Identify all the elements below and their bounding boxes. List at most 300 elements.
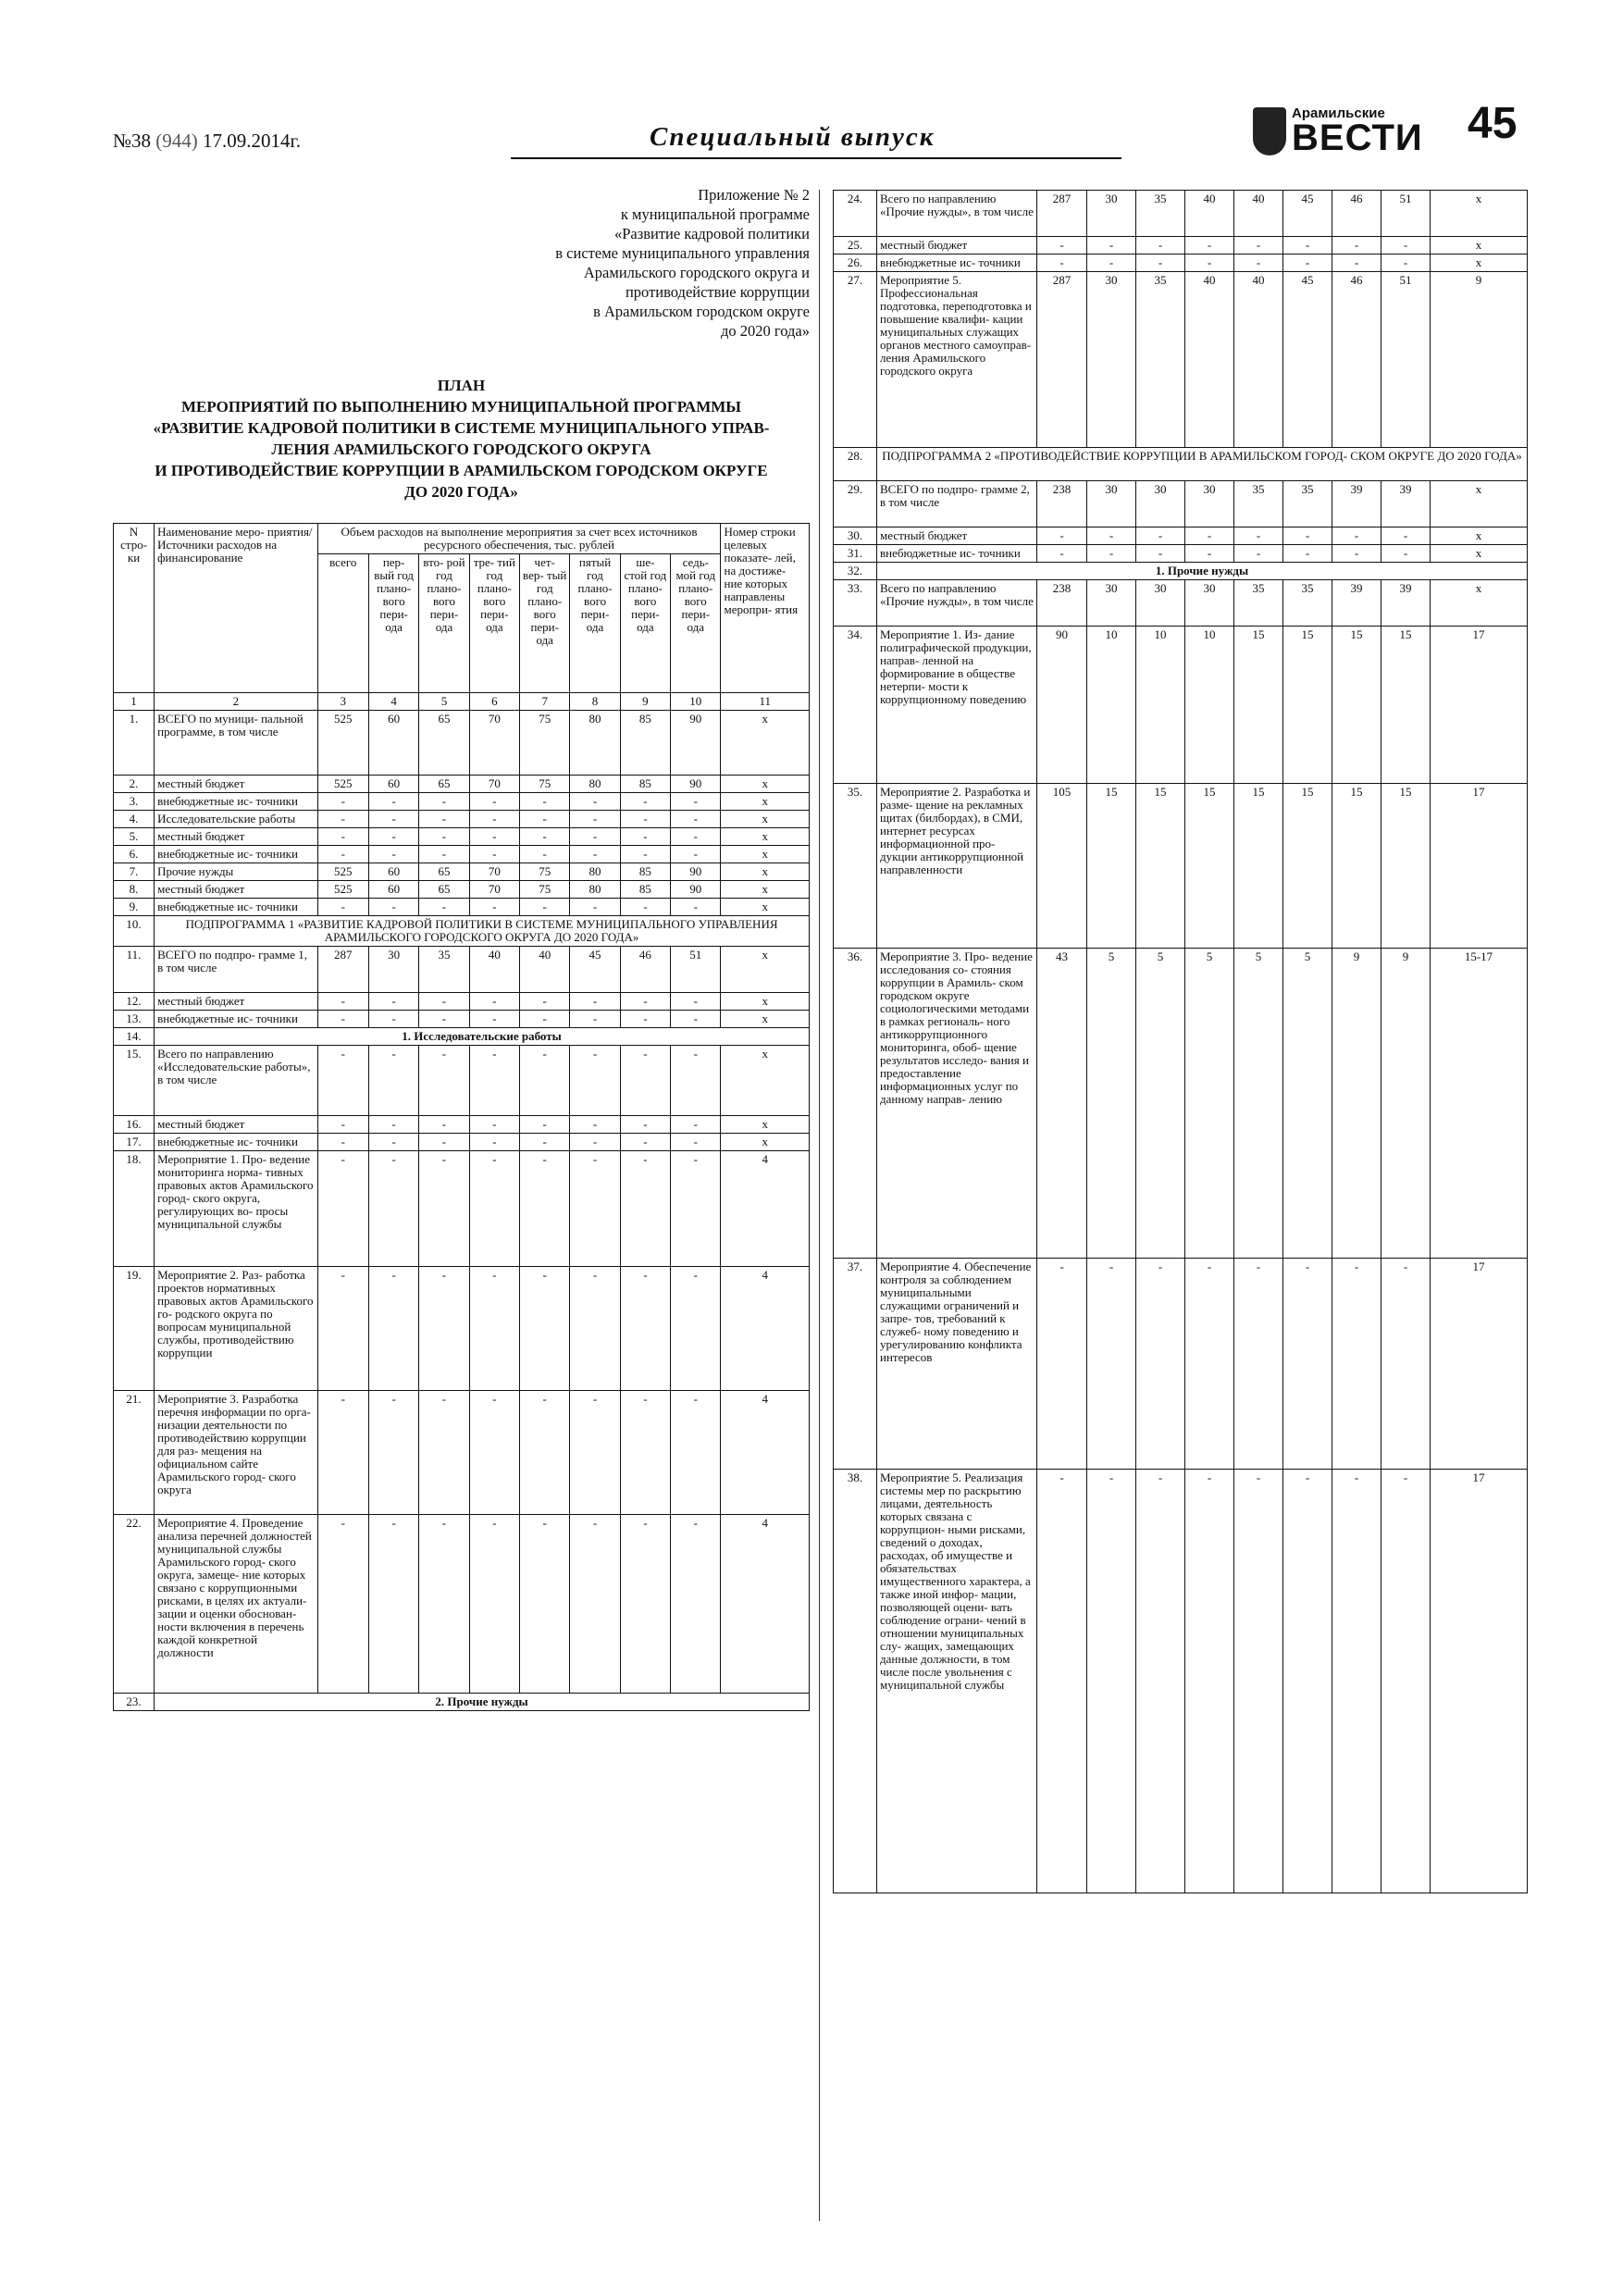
row-value: 70 <box>469 881 519 899</box>
row-value: 5 <box>1136 949 1185 1259</box>
row-name: Всего по направлению «Прочие нужды», в том числе <box>877 191 1037 237</box>
row-value: - <box>368 1515 418 1694</box>
appendix-note <box>463 185 810 341</box>
row-value: - <box>1381 254 1431 272</box>
table-row <box>834 272 1528 448</box>
row-value: 60 <box>368 863 418 881</box>
plan-title <box>113 375 810 503</box>
section-heading-cell: ПОДПРОГРАММА 1 «РАЗВИТИЕ КАДРОВОЙ ПОЛИТИКИ В СИСТЕМЕ МУНИЦИПАЛЬНОГО УПРАВЛЕНИЯ АРАМИЛЬСКОГО ГОРОДСКОГО ОКРУГА ДО 2020 ГОДА» <box>155 916 810 947</box>
row-name: местный бюджет <box>155 828 317 846</box>
row-value: - <box>671 993 721 1011</box>
table-row <box>114 1046 810 1116</box>
row-number: 19. <box>114 1267 155 1391</box>
row-value: - <box>1283 254 1332 272</box>
row-indicator: x <box>1431 191 1528 237</box>
row-indicator: x <box>721 899 810 916</box>
row-value: - <box>520 899 570 916</box>
row-value: - <box>570 993 620 1011</box>
row-indicator: 4 <box>721 1151 810 1267</box>
row-value: 51 <box>1381 272 1431 448</box>
row-value: - <box>570 1391 620 1515</box>
row-value: 10 <box>1087 627 1136 784</box>
issue-info <box>113 130 301 153</box>
row-value: 40 <box>469 947 519 993</box>
row-indicator: 4 <box>721 1515 810 1694</box>
row-value: - <box>1185 1470 1234 1893</box>
row-value: - <box>1381 1470 1431 1893</box>
plan-title-line: ПЛАН <box>437 377 486 394</box>
row-indicator: x <box>1431 527 1528 545</box>
table-row <box>114 846 810 863</box>
row-name: Мероприятие 3. Про- ведение исследования со- стояния коррупции в Арамиль- ском городском округе социологическими методами в рамках региональ- ного антикоррупционного мониторинга, обоб- щение результатов исследо- вания и предоставление информационных услуг по данному направ- лению <box>877 949 1037 1259</box>
row-indicator: x <box>1431 545 1528 563</box>
header-sub-cell: пер- вый год плано- вого пери- ода <box>368 554 418 693</box>
row-value: - <box>419 1011 469 1028</box>
appendix-line: «Развитие кадровой политики <box>613 225 810 242</box>
row-value: - <box>1283 545 1332 563</box>
row-indicator: x <box>721 711 810 776</box>
row-value: 238 <box>1037 580 1087 627</box>
row-value: - <box>620 993 670 1011</box>
row-value: 15 <box>1136 784 1185 949</box>
row-value: 9 <box>1332 949 1381 1259</box>
section-title: Специальный выпуск <box>650 122 935 152</box>
header-number-cell: 4 <box>368 693 418 711</box>
header-number-cell: 2 <box>155 693 317 711</box>
row-value: 80 <box>570 711 620 776</box>
row-value: 10 <box>1185 627 1234 784</box>
row-value: - <box>1234 1259 1283 1470</box>
row-number: 25. <box>834 237 877 254</box>
row-value: - <box>317 793 368 811</box>
row-number: 26. <box>834 254 877 272</box>
row-value: - <box>419 993 469 1011</box>
table-row <box>114 1515 810 1694</box>
row-value: - <box>1185 237 1234 254</box>
row-value: - <box>1136 1259 1185 1470</box>
row-value: 85 <box>620 881 670 899</box>
row-value: - <box>1037 527 1087 545</box>
row-number: 15. <box>114 1046 155 1116</box>
row-value: - <box>469 1267 519 1391</box>
table-row <box>834 563 1528 580</box>
header-sub-cell: вто- рой год плано- вого пери- ода <box>419 554 469 693</box>
row-value: 15 <box>1332 784 1381 949</box>
row-number: 16. <box>114 1116 155 1134</box>
newspaper-logo <box>1253 105 1429 159</box>
row-value: - <box>671 793 721 811</box>
row-number: 13. <box>114 1011 155 1028</box>
row-value: 75 <box>520 881 570 899</box>
table-row <box>114 899 810 916</box>
row-indicator: x <box>721 846 810 863</box>
row-value: - <box>520 846 570 863</box>
row-value: - <box>570 1011 620 1028</box>
issue-number: №38 <box>113 130 152 152</box>
appendix-line: к муниципальной программе <box>620 205 810 223</box>
row-indicator: 9 <box>1431 272 1528 448</box>
header-sub-cell: всего <box>317 554 368 693</box>
row-value: - <box>1037 254 1087 272</box>
row-value: 85 <box>620 776 670 793</box>
row-indicator: x <box>721 993 810 1011</box>
row-value: - <box>1087 254 1136 272</box>
row-value: - <box>671 1116 721 1134</box>
row-value: - <box>1037 1470 1087 1893</box>
row-value: - <box>1037 237 1087 254</box>
row-number: 37. <box>834 1259 877 1470</box>
row-value: - <box>671 1515 721 1694</box>
row-value: - <box>1087 545 1136 563</box>
row-name: Мероприятие 4. Проведение анализа перечней должностей муниципальной службы Арамильского город- ского округа, замеще- ние которых связано с коррупционными рисками, в целях их актуали- зации и оценки обоснован- ности включения в перечень каждой конкретной должности <box>155 1515 317 1694</box>
table-row <box>834 254 1528 272</box>
row-value: 15 <box>1283 784 1332 949</box>
row-value: - <box>368 1011 418 1028</box>
row-value: 39 <box>1332 580 1381 627</box>
row-value: 35 <box>1283 481 1332 527</box>
table-row <box>114 1391 810 1515</box>
row-value: - <box>368 899 418 916</box>
row-value: - <box>620 811 670 828</box>
row-value: 51 <box>1381 191 1431 237</box>
row-value: - <box>1234 545 1283 563</box>
row-value: 85 <box>620 863 670 881</box>
row-name: Мероприятие 3. Разработка перечня информации по орга- низации деятельности по противодействию коррупции для раз- мещения на официальном сайте Арамильского город- ского округа <box>155 1391 317 1515</box>
row-value: - <box>419 793 469 811</box>
table-row <box>834 1259 1528 1470</box>
column-divider <box>819 190 820 2221</box>
row-value: - <box>368 1046 418 1116</box>
row-number: 7. <box>114 863 155 881</box>
row-value: 51 <box>671 947 721 993</box>
row-value: 105 <box>1037 784 1087 949</box>
row-value: - <box>1037 545 1087 563</box>
row-value: - <box>1185 545 1234 563</box>
row-value: - <box>1381 237 1431 254</box>
row-indicator: x <box>721 1116 810 1134</box>
row-value: - <box>368 1151 418 1267</box>
row-name: Мероприятие 1. Про- ведение мониторинга норма- тивных правовых актов Арамильского город- ского округа, регулирующих во- просы муниципальной службы <box>155 1151 317 1267</box>
row-value: - <box>520 1046 570 1116</box>
row-value: - <box>620 1151 670 1267</box>
row-value: - <box>520 1515 570 1694</box>
row-name: местный бюджет <box>877 527 1037 545</box>
row-value: - <box>469 846 519 863</box>
row-value: 39 <box>1381 580 1431 627</box>
header-sub-cell: седь- мой год плано- вого пери- ода <box>671 554 721 693</box>
row-number: 24. <box>834 191 877 237</box>
row-number: 18. <box>114 1151 155 1267</box>
row-value: 525 <box>317 776 368 793</box>
row-name: Мероприятие 5. Профессиональная подготовка, переподготовка и повышение квалифи- кации муниципальных служащих органов местного самоуправ- ления Арамильского городского округа <box>877 272 1037 448</box>
row-value: 60 <box>368 776 418 793</box>
row-number: 22. <box>114 1515 155 1694</box>
row-value: - <box>368 846 418 863</box>
row-value: 40 <box>1234 272 1283 448</box>
row-value: - <box>1185 254 1234 272</box>
row-value: - <box>1283 1259 1332 1470</box>
row-number: 23. <box>114 1694 155 1711</box>
row-value: 70 <box>469 711 519 776</box>
row-value: - <box>419 828 469 846</box>
table-row <box>834 627 1528 784</box>
header-number-cell: 8 <box>570 693 620 711</box>
row-value: 35 <box>1136 191 1185 237</box>
row-value: - <box>469 1515 519 1694</box>
header-rule <box>511 157 1121 159</box>
row-value: - <box>317 899 368 916</box>
row-value: 15 <box>1234 784 1283 949</box>
row-indicator: x <box>721 793 810 811</box>
row-value: - <box>419 1151 469 1267</box>
row-value: - <box>671 811 721 828</box>
row-value: - <box>570 1151 620 1267</box>
row-value: 30 <box>1136 580 1185 627</box>
row-value: 30 <box>1087 580 1136 627</box>
row-value: - <box>1136 254 1185 272</box>
row-number: 10. <box>114 916 155 947</box>
row-value: - <box>469 1391 519 1515</box>
row-value: - <box>1136 545 1185 563</box>
row-value: 15 <box>1381 627 1431 784</box>
table-row <box>834 191 1528 237</box>
header-number-cell: 3 <box>317 693 368 711</box>
row-indicator: x <box>721 947 810 993</box>
row-number: 35. <box>834 784 877 949</box>
row-value: - <box>570 1046 620 1116</box>
row-value: - <box>419 1134 469 1151</box>
row-name: внебюджетные ис- точники <box>877 545 1037 563</box>
row-value: - <box>469 828 519 846</box>
row-value: - <box>1381 1259 1431 1470</box>
row-indicator: x <box>721 863 810 881</box>
row-value: 45 <box>570 947 620 993</box>
row-value: - <box>368 828 418 846</box>
issue-date: 17.09.2014г. <box>203 130 302 152</box>
row-value: - <box>671 1011 721 1028</box>
header-number-cell: 7 <box>520 693 570 711</box>
row-value: 10 <box>1136 627 1185 784</box>
row-value: 30 <box>1087 272 1136 448</box>
table-row <box>114 1151 810 1267</box>
row-value: - <box>368 993 418 1011</box>
row-value: - <box>317 828 368 846</box>
row-number: 14. <box>114 1028 155 1046</box>
table-row <box>834 237 1528 254</box>
row-value: - <box>520 793 570 811</box>
section-heading-cell: 1. Исследовательские работы <box>155 1028 810 1046</box>
row-value: - <box>1037 1259 1087 1470</box>
row-value: 90 <box>671 863 721 881</box>
row-value: 15 <box>1185 784 1234 949</box>
row-number: 5. <box>114 828 155 846</box>
row-value: - <box>1234 254 1283 272</box>
row-value: 35 <box>1283 580 1332 627</box>
row-number: 21. <box>114 1391 155 1515</box>
page-number: 45 <box>1468 99 1518 148</box>
row-indicator: x <box>1431 580 1528 627</box>
row-name: Всего по направлению «Исследовательские работы», в том числе <box>155 1046 317 1116</box>
row-indicator: 17 <box>1431 1470 1528 1893</box>
table-row <box>114 1028 810 1046</box>
appendix-line: Приложение № 2 <box>698 186 810 204</box>
table-row <box>114 863 810 881</box>
row-value: - <box>368 1267 418 1391</box>
row-value: - <box>1087 527 1136 545</box>
row-value: - <box>1332 254 1381 272</box>
row-value: - <box>317 1267 368 1391</box>
row-value: - <box>520 828 570 846</box>
row-value: 15 <box>1087 784 1136 949</box>
row-value: - <box>570 828 620 846</box>
row-value: 43 <box>1037 949 1087 1259</box>
row-value: - <box>620 1116 670 1134</box>
plan-title-line: МЕРОПРИЯТИЙ ПО ВЫПОЛНЕНИЮ МУНИЦИПАЛЬНОЙ ПРОГРАММЫ <box>181 398 741 416</box>
row-indicator: 4 <box>721 1267 810 1391</box>
row-number: 3. <box>114 793 155 811</box>
row-number: 36. <box>834 949 877 1259</box>
appendix-line: противодействие коррупции <box>625 283 810 301</box>
row-value: 46 <box>620 947 670 993</box>
row-value: 30 <box>1185 580 1234 627</box>
row-name: внебюджетные ис- точники <box>155 793 317 811</box>
table-row <box>114 993 810 1011</box>
row-value: - <box>671 1151 721 1267</box>
table-row <box>834 784 1528 949</box>
appendix-line: в системе муниципального управления <box>555 244 810 262</box>
table-row <box>834 580 1528 627</box>
row-value: 90 <box>1037 627 1087 784</box>
row-number: 27. <box>834 272 877 448</box>
row-value: - <box>620 846 670 863</box>
table-row <box>114 1011 810 1028</box>
row-value: 40 <box>520 947 570 993</box>
appendix-line: до 2020 года» <box>721 322 810 340</box>
row-name: Мероприятие 2. Разработка и разме- щение на рекламных щитах (билбордах), в СМИ, интернет ресурсах информационной про- дукции антикоррупционной направленности <box>877 784 1037 949</box>
section-heading-cell: 1. Прочие нужды <box>877 563 1528 580</box>
row-value: 80 <box>570 881 620 899</box>
row-name: внебюджетные ис- точники <box>155 846 317 863</box>
row-value: - <box>469 1046 519 1116</box>
row-value: - <box>570 1116 620 1134</box>
row-number: 28. <box>834 448 877 481</box>
row-number: 12. <box>114 993 155 1011</box>
row-number: 33. <box>834 580 877 627</box>
row-indicator: x <box>1431 254 1528 272</box>
row-value: - <box>368 1134 418 1151</box>
row-value: 35 <box>1136 272 1185 448</box>
row-value: - <box>671 1391 721 1515</box>
row-value: 40 <box>1234 191 1283 237</box>
logo-small-text: Арамильские <box>1292 105 1385 121</box>
row-value: - <box>1332 1470 1381 1893</box>
row-value: - <box>469 993 519 1011</box>
row-number: 38. <box>834 1470 877 1893</box>
coat-of-arms-icon <box>1253 107 1286 155</box>
row-value: 525 <box>317 863 368 881</box>
row-number: 11. <box>114 947 155 993</box>
row-value: - <box>419 1046 469 1116</box>
table-row <box>114 881 810 899</box>
row-value: - <box>469 793 519 811</box>
row-value: - <box>671 1267 721 1391</box>
header-col-num: N стро- ки <box>114 524 155 693</box>
row-value: 525 <box>317 881 368 899</box>
plan-title-line: И ПРОТИВОДЕЙСТВИЕ КОРРУПЦИИ В АРАМИЛЬСКОМ ГОРОДСКОМ ОКРУГЕ <box>155 462 768 479</box>
row-value: - <box>620 1391 670 1515</box>
table-row <box>834 545 1528 563</box>
row-value: - <box>620 828 670 846</box>
row-value: - <box>317 1391 368 1515</box>
appendix-line: в Арамильском городском округе <box>593 303 810 320</box>
header-number-cell: 5 <box>419 693 469 711</box>
row-indicator: 17 <box>1431 627 1528 784</box>
row-value: 525 <box>317 711 368 776</box>
row-value: 238 <box>1037 481 1087 527</box>
row-value: - <box>317 993 368 1011</box>
row-value: - <box>419 811 469 828</box>
row-value: - <box>620 1134 670 1151</box>
row-value: - <box>620 899 670 916</box>
row-value: 80 <box>570 776 620 793</box>
row-value: - <box>520 1391 570 1515</box>
row-value: - <box>1283 1470 1332 1893</box>
row-indicator: 15-17 <box>1431 949 1528 1259</box>
row-value: - <box>1332 237 1381 254</box>
row-value: - <box>570 1267 620 1391</box>
row-value: 70 <box>469 863 519 881</box>
row-value: 40 <box>1185 191 1234 237</box>
row-value: 35 <box>1234 481 1283 527</box>
logo-big-text: ВЕСТИ <box>1292 118 1423 158</box>
row-value: - <box>1136 527 1185 545</box>
row-value: - <box>620 1011 670 1028</box>
row-value: 35 <box>1234 580 1283 627</box>
row-value: - <box>1136 1470 1185 1893</box>
row-indicator: x <box>721 1011 810 1028</box>
table-row <box>114 828 810 846</box>
row-value: 65 <box>419 711 469 776</box>
row-indicator: 4 <box>721 1391 810 1515</box>
row-value: - <box>1381 545 1431 563</box>
row-name: ВСЕГО по муници- пальной программе, в том числе <box>155 711 317 776</box>
row-number: 31. <box>834 545 877 563</box>
row-value: 5 <box>1185 949 1234 1259</box>
row-indicator: x <box>721 1046 810 1116</box>
table-column-numbers-row <box>114 693 810 711</box>
row-value: - <box>1136 237 1185 254</box>
row-value: - <box>570 1134 620 1151</box>
row-value: 15 <box>1283 627 1332 784</box>
row-indicator: x <box>1431 237 1528 254</box>
row-value: 60 <box>368 881 418 899</box>
row-value: 90 <box>671 711 721 776</box>
table-row <box>114 947 810 993</box>
row-value: 15 <box>1381 784 1431 949</box>
row-value: 35 <box>419 947 469 993</box>
row-value: - <box>520 1011 570 1028</box>
row-name: ВСЕГО по подпро- грамме 2, в том числе <box>877 481 1037 527</box>
row-value: 30 <box>368 947 418 993</box>
row-value: - <box>317 1011 368 1028</box>
row-value: - <box>469 1151 519 1267</box>
row-name: местный бюджет <box>155 993 317 1011</box>
row-number: 9. <box>114 899 155 916</box>
row-value: 75 <box>520 776 570 793</box>
row-value: - <box>570 846 620 863</box>
row-value: 40 <box>1185 272 1234 448</box>
row-value: 30 <box>1136 481 1185 527</box>
